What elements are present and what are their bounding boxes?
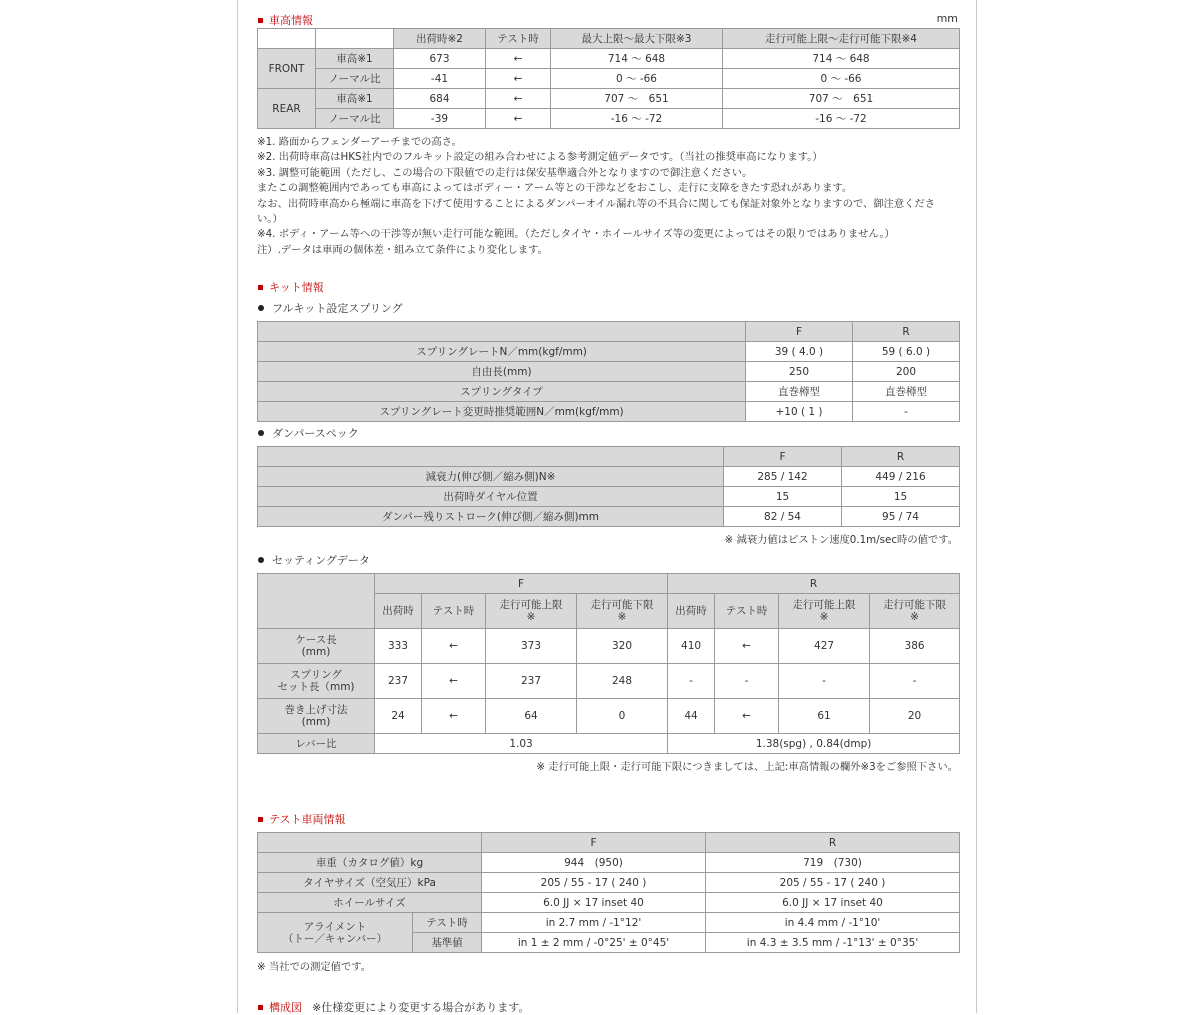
subheader-cell: 走行可能下限 ※ [870, 594, 960, 629]
section-kit-title: キット情報 [258, 279, 324, 295]
section-height-title: 車高情報 [258, 12, 313, 28]
note-line: ※4. ボディ・アーム等への干渉等が無い走行可能な範囲。（ただしタイヤ・ホイールサイズ等の変更によってはその限りではありません。） [257, 228, 895, 241]
empty-cell [316, 29, 394, 49]
header-cell [258, 447, 724, 467]
damper-subtitle: ダンパースペック [258, 425, 359, 441]
value-cell: 719 (730) [706, 853, 960, 873]
value-cell: +10 ( 1 ) [746, 402, 853, 422]
bullet-square-icon [258, 18, 263, 23]
header-cell: F [482, 833, 706, 853]
value-cell: 449 / 216 [842, 467, 960, 487]
row-label: 減衰力(伸び側／縮み側)N※ [258, 467, 724, 487]
row-label: ダンパー残りストローク(伸び側／縮み側)mm [258, 507, 724, 527]
row-label: 車高※1 [316, 49, 394, 69]
row-label: ノーマル比 [316, 69, 394, 89]
row-label: 巻き上げ寸法 (mm) [258, 699, 375, 734]
subheader-cell: 走行可能上限 ※ [486, 594, 577, 629]
section-test-title: テスト車両情報 [258, 811, 346, 827]
value-cell: 15 [724, 487, 842, 507]
value-cell: 6.0 JJ × 17 inset 40 [706, 893, 960, 913]
value-cell: 684 [394, 89, 486, 109]
section-diagram-title: 構成図 ※仕様変更により変更する場合があります。 [258, 999, 529, 1015]
value-cell: 333 [375, 629, 422, 664]
value-cell: 707 ～ 651 [723, 89, 960, 109]
value-cell: in 4.3 ± 3.5 mm / -1°13' ± 0°35' [706, 933, 960, 953]
subheader-cell: テスト時 [715, 594, 779, 629]
note-line: い。） [257, 213, 283, 226]
bullet-square-icon [258, 817, 263, 822]
value-cell: 237 [486, 664, 577, 699]
value-cell: 1.03 [375, 734, 668, 754]
value-cell: - [668, 664, 715, 699]
setting-table [257, 573, 960, 754]
subheader-cell: テスト時 [422, 594, 486, 629]
value-cell: 373 [486, 629, 577, 664]
setting-subtitle: セッティングデータ [258, 552, 370, 568]
value-cell: 250 [746, 362, 853, 382]
value-cell: 714 ～ 648 [723, 49, 960, 69]
subheader-cell: 出荷時 [668, 594, 715, 629]
group-label-front: FRONT [258, 49, 316, 89]
bullet-dot-icon [258, 305, 264, 311]
value-cell: -16 ～ -72 [723, 109, 960, 129]
row-label: スプリング セット長（mm) [258, 664, 375, 699]
setting-note: ※ 走行可能上限・走行可能下限につきましては、上記:車高情報の欄外※3をご参照下さい。 [536, 761, 958, 773]
row-label: 出荷時ダイヤル位置 [258, 487, 724, 507]
header-cell [258, 833, 482, 853]
note-line: またこの調整範囲内であっても車高によってはボディー・アーム等との干渉などをおこし、走行に支障をきたす恐れがあります。 [257, 182, 853, 195]
value-cell: in 1 ± 2 mm / -0°25' ± 0°45' [482, 933, 706, 953]
value-cell: 6.0 JJ × 17 inset 40 [482, 893, 706, 913]
header-cell [258, 322, 746, 342]
row-label: 自由長(mm) [258, 362, 746, 382]
value-cell: ← [422, 629, 486, 664]
value-cell: 386 [870, 629, 960, 664]
value-cell: 15 [842, 487, 960, 507]
height-table [257, 28, 960, 129]
value-cell: ← [486, 69, 551, 89]
value-cell: ← [422, 664, 486, 699]
header-cell: 最大上限～最大下限※3 [551, 29, 723, 49]
row-label: ホイールサイズ [258, 893, 482, 913]
empty-cell [258, 29, 316, 49]
bullet-square-icon [258, 285, 263, 290]
value-cell: 200 [853, 362, 960, 382]
value-cell: 64 [486, 699, 577, 734]
value-cell: - [870, 664, 960, 699]
value-cell: ← [715, 699, 779, 734]
value-cell: 61 [779, 699, 870, 734]
value-cell: 427 [779, 629, 870, 664]
value-cell: 0 ～ -66 [551, 69, 723, 89]
value-cell: 44 [668, 699, 715, 734]
subheader-cell: 走行可能上限 ※ [779, 594, 870, 629]
content-page [237, 0, 977, 1013]
value-cell: 673 [394, 49, 486, 69]
test-note: ※ 当社での測定値です。 [257, 961, 372, 973]
value-cell: 714 ～ 648 [551, 49, 723, 69]
subheader-cell: 走行可能下限 ※ [577, 594, 668, 629]
value-cell: 944 (950) [482, 853, 706, 873]
row-label: ノーマル比 [316, 109, 394, 129]
value-cell: 直巻樽型 [746, 382, 853, 402]
spring-table [257, 321, 960, 422]
value-cell: 82 / 54 [724, 507, 842, 527]
note-line: 注）.データは車両の個体差・組み立て条件により変化します。 [257, 243, 548, 256]
spring-subtitle: フルキット設定スプリング [258, 300, 403, 316]
row-sublabel: テスト時 [413, 913, 482, 933]
row-label: スプリングレートN／mm(kgf/mm) [258, 342, 746, 362]
header-cell: R [853, 322, 960, 342]
note-line: ※2. 出荷時車高はHKS社内でのフルキット設定の組み合わせによる参考測定値データです。（当社の推奨車高になります。） [257, 151, 823, 164]
damper-note: ※ 減衰力値はピストン速度0.1m/sec時の値です。 [724, 534, 958, 546]
value-cell: 95 / 74 [842, 507, 960, 527]
height-notes [257, 135, 957, 258]
row-label: ケース長 (mm) [258, 629, 375, 664]
value-cell: 237 [375, 664, 422, 699]
row-label: 車高※1 [316, 89, 394, 109]
header-cell: F [746, 322, 853, 342]
damper-table [257, 446, 960, 527]
row-sublabel: 基準値 [413, 933, 482, 953]
value-cell: 707 ～ 651 [551, 89, 723, 109]
value-cell: in 4.4 mm / -1°10' [706, 913, 960, 933]
value-cell: - [853, 402, 960, 422]
header-cell: テスト時 [486, 29, 551, 49]
value-cell: 285 / 142 [724, 467, 842, 487]
header-cell: 出荷時※2 [394, 29, 486, 49]
header-cell: 走行可能上限～走行可能下限※4 [723, 29, 960, 49]
value-cell: - [779, 664, 870, 699]
group-header-f: F [375, 574, 668, 594]
value-cell: 59 ( 6.0 ) [853, 342, 960, 362]
value-cell: -41 [394, 69, 486, 89]
bullet-dot-icon [258, 557, 264, 563]
test-vehicle-table [257, 832, 960, 953]
unit-label: mm [936, 12, 958, 25]
value-cell: 39 ( 4.0 ) [746, 342, 853, 362]
value-cell: ← [486, 89, 551, 109]
note-line: ※3. 調整可能範囲（ただし、この場合の下限値での走行は保安基準適合外となりますので御注意ください。 [257, 166, 753, 179]
value-cell: 0 ～ -66 [723, 69, 960, 89]
value-cell: 1.38(spg) , 0.84(dmp) [668, 734, 960, 754]
diagram-note: ※仕様変更により変更する場合があります。 [312, 1001, 530, 1014]
alignment-label: アライメント （トー／キャンバー） [258, 913, 413, 953]
value-cell: 直巻樽型 [853, 382, 960, 402]
value-cell: -39 [394, 109, 486, 129]
value-cell: 0 [577, 699, 668, 734]
value-cell: ← [422, 699, 486, 734]
bullet-dot-icon [258, 430, 264, 436]
subheader-cell: 出荷時 [375, 594, 422, 629]
value-cell: - [715, 664, 779, 699]
value-cell: 410 [668, 629, 715, 664]
row-label: スプリングタイプ [258, 382, 746, 402]
value-cell: 205 / 55 - 17 ( 240 ) [706, 873, 960, 893]
value-cell: 20 [870, 699, 960, 734]
value-cell: in 2.7 mm / -1°12' [482, 913, 706, 933]
note-line: なお、出荷時車高から極端に車高を下げて使用することによるダンパーオイル漏れ等の不具合に関しても保証対象外となりますので、御注意くださ [257, 197, 936, 210]
header-cell: R [842, 447, 960, 467]
value-cell: 205 / 55 - 17 ( 240 ) [482, 873, 706, 893]
header-cell: F [724, 447, 842, 467]
group-header-r: R [668, 574, 960, 594]
value-cell: 320 [577, 629, 668, 664]
value-cell: ← [486, 49, 551, 69]
header-cell: R [706, 833, 960, 853]
row-label: スプリングレート変更時推奨範囲N／mm(kgf/mm) [258, 402, 746, 422]
bullet-square-icon [258, 1005, 263, 1010]
header-cell [258, 574, 375, 629]
value-cell: -16 ～ -72 [551, 109, 723, 129]
group-label-rear: REAR [258, 89, 316, 129]
value-cell: 24 [375, 699, 422, 734]
row-label: 車重（カタログ値）kg [258, 853, 482, 873]
row-label: タイヤサイズ（空気圧）kPa [258, 873, 482, 893]
row-label: レバー比 [258, 734, 375, 754]
value-cell: ← [715, 629, 779, 664]
note-line: ※1. 路面からフェンダーアーチまでの高さ。 [257, 136, 462, 148]
value-cell: 248 [577, 664, 668, 699]
value-cell: ← [486, 109, 551, 129]
